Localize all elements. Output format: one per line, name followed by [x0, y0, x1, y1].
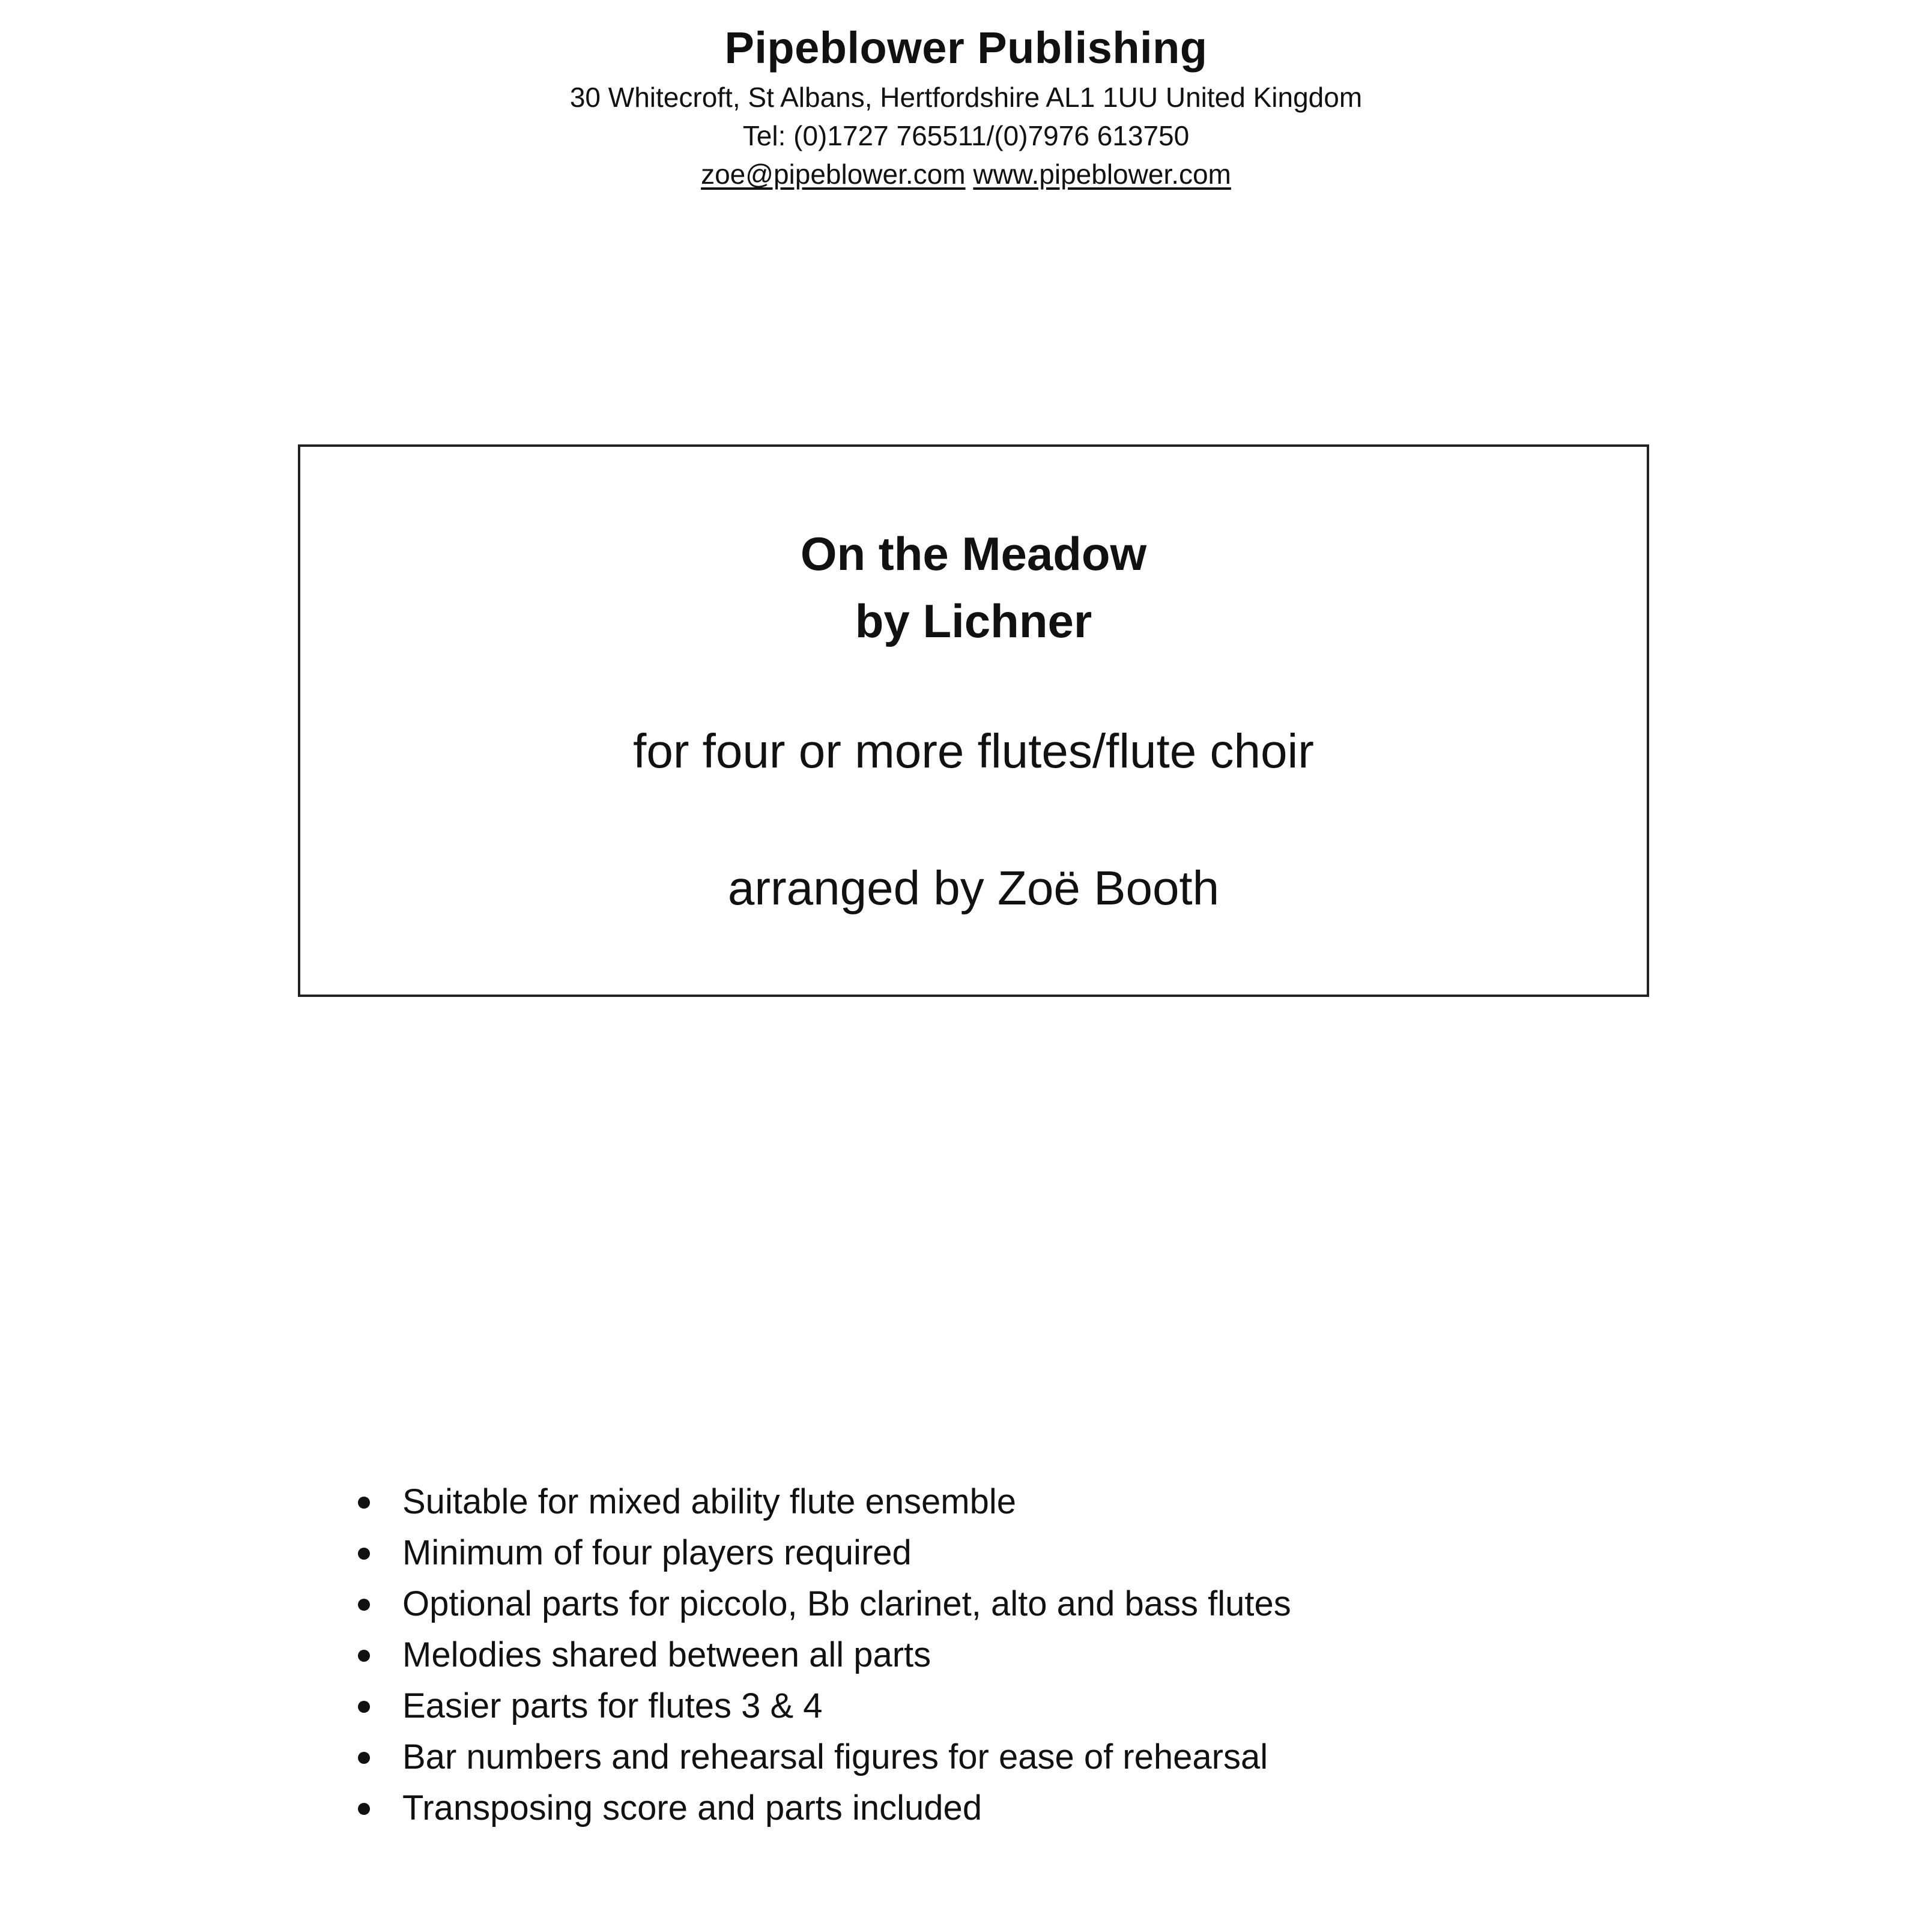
- publisher-telephone: Tel: (0)1727 765511/(0)7976 613750: [742, 120, 1190, 151]
- feature-text: Melodies shared between all parts: [402, 1635, 931, 1674]
- feature-item: [354, 1578, 1291, 1629]
- feature-text: Optional parts for piccolo, Bb clarinet, alto and bass flutes: [402, 1584, 1291, 1623]
- feature-text: Transposing score and parts included: [402, 1788, 983, 1828]
- feature-item: [354, 1527, 1291, 1578]
- publisher-contact-links: [0, 155, 1932, 193]
- bullet-icon: [358, 1599, 370, 1611]
- feature-item: [354, 1731, 1291, 1782]
- feature-item: [354, 1680, 1291, 1731]
- arranger-line: arranged by Zoë Booth: [727, 861, 1220, 915]
- feature-list: [354, 1476, 1291, 1834]
- bullet-icon: [358, 1803, 370, 1815]
- composer-line: by Lichner: [855, 595, 1092, 647]
- scoring-line: for four or more flutes/flute choir: [633, 724, 1314, 778]
- publisher-address: 30 Whitecroft, St Albans, Hertfordshire AL1 1UU United Kingdom: [569, 82, 1363, 113]
- feature-item: [354, 1476, 1291, 1527]
- feature-text: Suitable for mixed ability flute ensemble: [402, 1482, 1016, 1521]
- piece-title: On the Meadow: [800, 527, 1147, 580]
- bullet-icon: [358, 1650, 370, 1662]
- feature-item: [354, 1629, 1291, 1680]
- bullet-icon: [358, 1701, 370, 1713]
- bullet-icon: [358, 1497, 370, 1509]
- feature-item: [354, 1782, 1291, 1834]
- feature-text: Bar numbers and rehearsal figures for ease of rehearsal: [402, 1737, 1268, 1776]
- bullet-icon: [358, 1548, 370, 1560]
- bullet-icon: [358, 1752, 370, 1764]
- email-link[interactable]: zoe@pipeblower.com: [701, 159, 966, 190]
- feature-text: Easier parts for flutes 3 & 4: [402, 1686, 823, 1725]
- website-link[interactable]: www.pipeblower.com: [973, 159, 1231, 190]
- feature-text: Minimum of four players required: [402, 1533, 912, 1572]
- publisher-name: Pipeblower Publishing: [724, 23, 1208, 73]
- publisher-header: [0, 18, 1932, 193]
- title-box: [298, 444, 1649, 997]
